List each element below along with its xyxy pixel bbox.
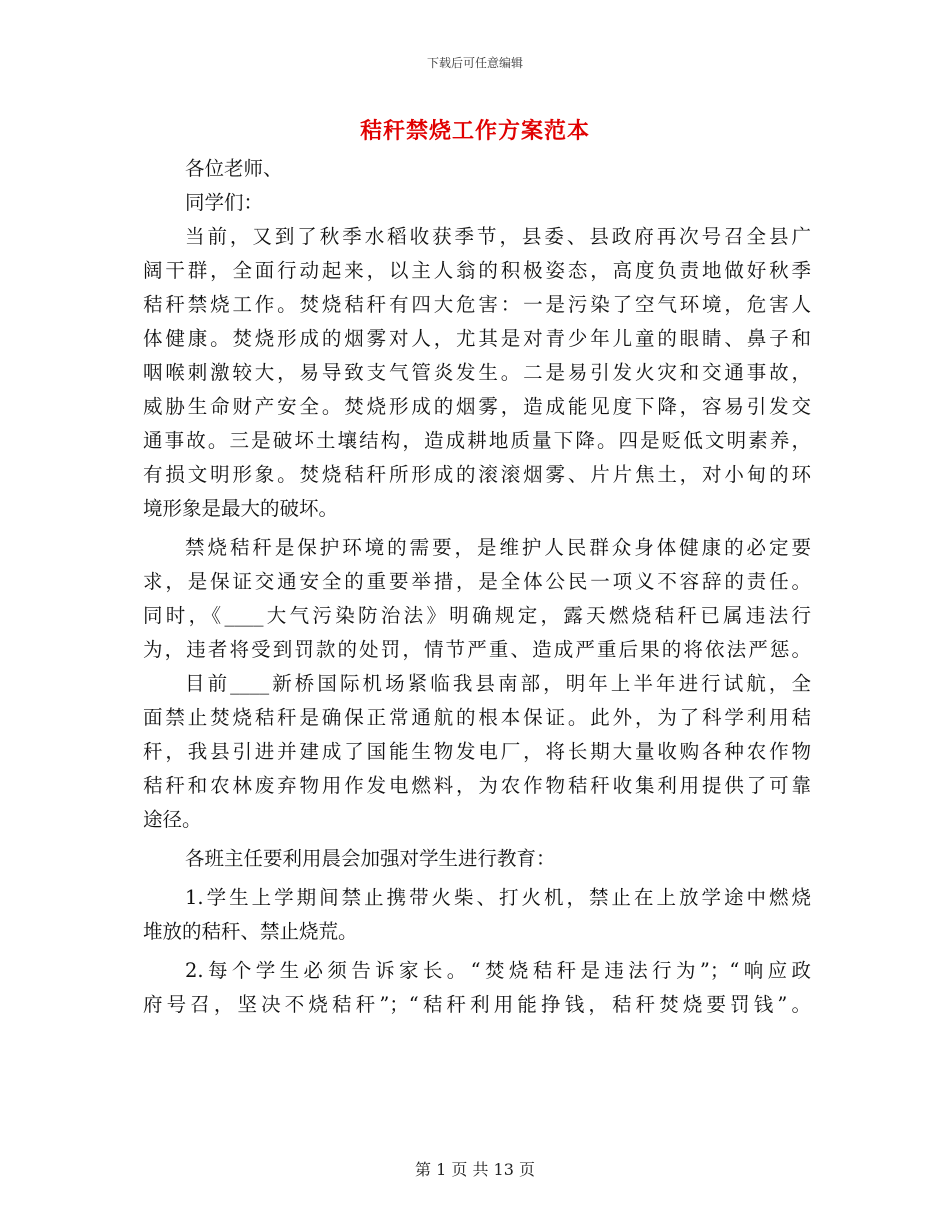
page-footer: 第 1 页 共 13 页: [415, 1160, 535, 1179]
paragraph-line: 为，违者将受到罚款的处罚，情节严重、造成严重后果的将依法严惩。: [143, 638, 811, 661]
paragraph-line: 堆放的秸秆、禁止烧荒。: [143, 920, 358, 943]
document-body: [143, 152, 811, 1022]
paragraph-line: 咽喉刺激较大，易导致支气管炎发生。二是易引发火灾和交通事故，: [143, 361, 811, 384]
paragraph-line: 同时，《____大气污染防治法》明确规定，露天燃烧秸秆已属违法行: [143, 604, 811, 627]
paragraph-line: 有损文明形象。焚烧秸秆所形成的滚滚烟雾、片片焦土，对小甸的环: [143, 463, 811, 486]
salutation-line: 各位老师、: [185, 157, 283, 180]
paragraph: [143, 531, 811, 667]
header-note: 下载后可任意编辑: [426, 56, 523, 70]
paragraph-line: 2.每个学生必须告诉家长。“焚烧秸秆是违法行为”；“响应政: [185, 959, 811, 982]
paragraph: [143, 842, 811, 876]
numbered-item: [143, 954, 811, 1022]
paragraph-line: 求，是保证交通安全的重要举措，是全体公民一项义不容辞的责任。: [143, 570, 811, 593]
paragraph-line: 目前____新桥国际机场紧临我县南部，明年上半年进行试航，全: [185, 672, 811, 695]
paragraph: [143, 220, 811, 526]
document-title: 秸秆禁烧工作方案范本: [359, 118, 590, 144]
paragraph-line: 秆，我县引进并建成了国能生物发电厂，将长期大量收购各种农作物: [143, 740, 811, 763]
paragraph-line: 威胁生命财产安全。焚烧形成的烟雾，造成能见度下降，容易引发交: [143, 395, 811, 418]
paragraph-line: 体健康。焚烧形成的烟雾对人，尤其是对青少年儿童的眼睛、鼻子和: [143, 327, 811, 350]
paragraph: [143, 667, 811, 837]
paragraph-line: 阔干群，全面行动起来，以主人翁的积极姿态，高度负责地做好秋季: [143, 259, 811, 282]
paragraph-line: 面禁止焚烧秸秆是确保正常通航的根本保证。此外，为了科学利用秸: [143, 706, 811, 729]
numbered-item: [143, 881, 811, 949]
paragraph-line: 通事故。三是破坏土壤结构，造成耕地质量下降。四是贬低文明素养，: [143, 429, 811, 452]
salutation-line: 同学们：: [185, 191, 264, 214]
paragraph-line: 秸秆和农林废弃物用作发电燃料，为农作物秸秆收集利用提供了可靠: [143, 774, 811, 797]
paragraph-line: 1.学生上学期间禁止携带火柴、打火机，禁止在上放学途中燃烧: [185, 886, 811, 909]
paragraph-line: 府号召，坚决不烧秸秆”；“秸秆利用能挣钱，秸秆焚烧要罚钱”。: [143, 993, 811, 1016]
paragraph-line: 禁烧秸秆是保护环境的需要，是维护人民群众身体健康的必定要: [185, 536, 811, 559]
paragraph-line: 当前，又到了秋季水稻收获季节，县委、县政府再次号召全县广: [185, 225, 811, 248]
paragraph-line: 秸秆禁烧工作。焚烧秸秆有四大危害：一是污染了空气环境，危害人: [143, 293, 811, 316]
paragraph-line: 境形象是最大的破坏。: [143, 497, 339, 520]
paragraph-line: 各班主任要利用晨会加强对学生进行教育：: [185, 847, 556, 870]
paragraph-line: 途径。: [143, 808, 202, 831]
